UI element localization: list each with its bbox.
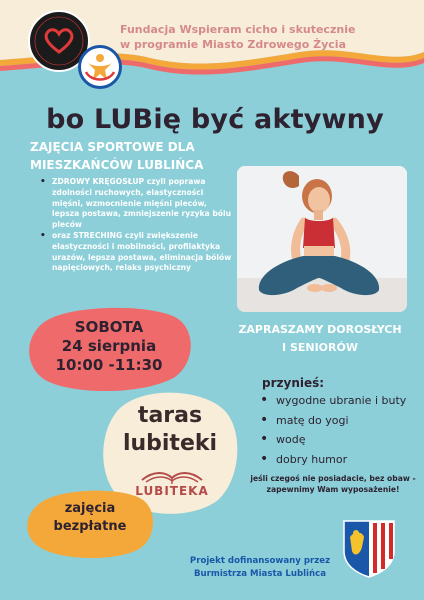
lubiteka-brand: LUBITEKA — [135, 484, 209, 498]
healthy-city-logo — [78, 45, 122, 89]
bring-list — [260, 391, 420, 469]
bring-item: • wygodne ubranie i buty — [260, 391, 420, 411]
free-line-1: zajęcia — [64, 501, 116, 516]
bring-item: • matę do yogi — [260, 411, 420, 431]
subtitle — [30, 138, 230, 174]
note-line-2: zapewnimy Wam wyposażenie! — [266, 485, 400, 494]
header-text — [120, 22, 420, 52]
invite-line-2: I SENIORÓW — [282, 341, 358, 354]
woman-photo — [237, 166, 407, 312]
benefit-item: • oraz STRECHING czyli zwiększenie elastyczności i mobilności, profilaktyka urazów, lepsza postawa, eliminacja bólów napięciowych, relaks psychiczny — [40, 231, 235, 274]
event-date-text: 24 sierpnia — [61, 337, 157, 355]
project-funding — [175, 555, 345, 581]
page-title: bo LUBię być aktywny — [46, 104, 384, 135]
note-line-1: jeśli czegoś nie posiadacie, bez obaw - — [250, 474, 416, 483]
subtitle-line-1: ZAJĘCIA SPORTOWE DLA — [30, 140, 195, 154]
bring-item: • wodę — [260, 430, 420, 450]
header-line-2: w programie Miasto Zdrowego Życia — [120, 38, 346, 51]
bring-item: • dobry humor — [260, 450, 420, 470]
location-line-2: lubiteki — [122, 431, 218, 456]
event-time: 10:00 -11:30 — [55, 356, 163, 374]
invite-line-1: ZAPRASZAMY DOROSŁYCH — [238, 323, 402, 336]
project-line-1: Projekt dofinansowany przez — [189, 556, 331, 566]
location-name — [110, 402, 230, 458]
free-line-2: bezpłatne — [53, 519, 127, 534]
event-date — [40, 318, 178, 375]
project-line-2: Burmistrza Miasta Lublińca — [193, 569, 327, 579]
free-text — [38, 500, 142, 536]
event-day: SOBOTA — [74, 318, 144, 336]
coat-of-arms-icon — [340, 517, 398, 579]
equipment-note — [248, 473, 418, 495]
subtitle-line-2: MIESZKAŃCÓW LUBLIŃCA — [30, 158, 204, 172]
location-line-1: taras — [137, 403, 203, 428]
header-line-1: Fundacja Wspieram cicho i skutecznie — [120, 23, 356, 36]
benefits-list — [40, 177, 235, 274]
benefit-item: • ZDROWY KRĘGOSŁUP czyli poprawa zdolności ruchowych, elastyczności mięśni, wzmocnienie mięśni pleców, lepsza postawa, zmniejszenie ryzyka bólu pleców — [40, 177, 235, 231]
bring-title: przynieś: — [262, 376, 325, 390]
invite-text — [225, 321, 415, 357]
